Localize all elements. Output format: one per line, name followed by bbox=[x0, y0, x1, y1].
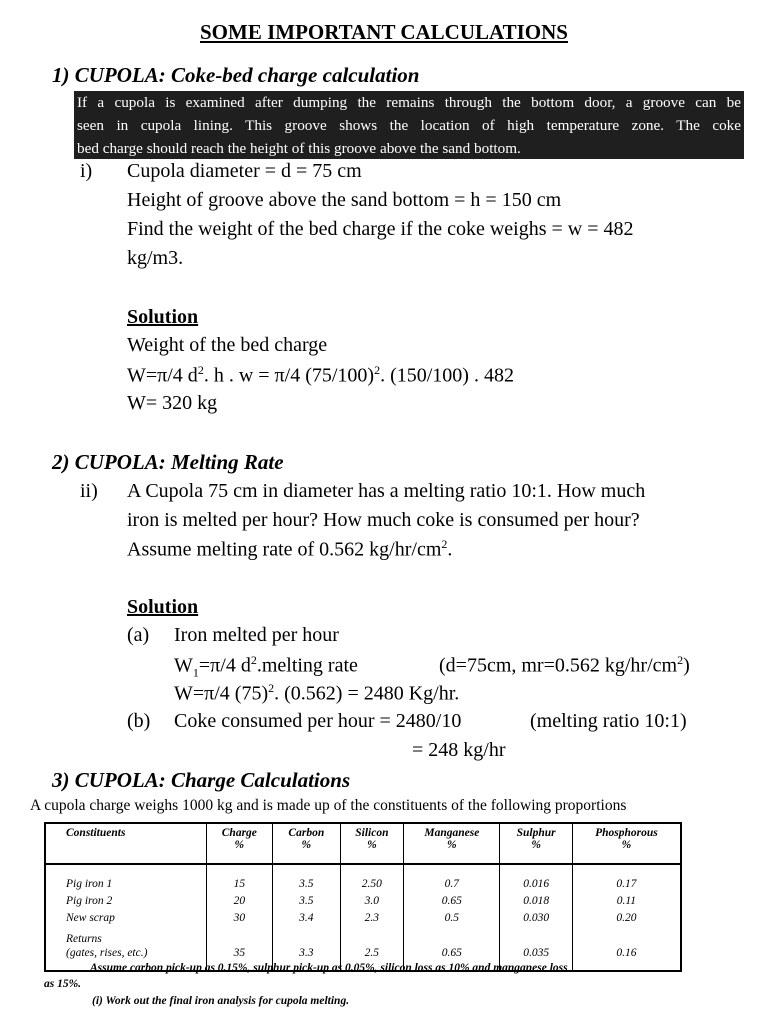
problem-line: Find the weight of the bed charge if the coke weighs = w = 482 bbox=[127, 218, 634, 240]
formula-part: ) bbox=[683, 654, 690, 677]
table-header-row bbox=[45, 823, 681, 864]
problem-line bbox=[127, 537, 452, 562]
section-3-heading: 3) CUPOLA: Charge Calculations bbox=[52, 768, 351, 792]
problem-line: Height of groove above the sand bottom = h = 150 cm bbox=[127, 189, 562, 211]
table-row: Returns (gates, rises, etc.) 35 3.3 2.5 0.65 0.035 0.16 bbox=[45, 926, 681, 964]
formula-part: (d=75cm, mr=0.562 kg/hr/cm bbox=[439, 654, 678, 677]
column-header: Silicon % bbox=[340, 823, 404, 864]
note-line: seen in cupola lining. This groove shows the location of high temperature zone. The coke bbox=[77, 117, 741, 134]
formula-line bbox=[174, 653, 358, 681]
formula-part: =π/4 d bbox=[198, 654, 251, 677]
superscript: 2 bbox=[268, 681, 275, 695]
assumption-text: as 15%. bbox=[44, 978, 82, 990]
page-title: SOME IMPORTANT CALCULATIONS bbox=[200, 20, 568, 44]
section-1-heading: 1) CUPOLA: Coke-bed charge calculation bbox=[52, 63, 420, 87]
solution-line: Weight of the bed charge bbox=[127, 334, 328, 356]
formula-note bbox=[439, 653, 690, 678]
column-header: Carbon % bbox=[273, 823, 340, 864]
text-part: Assume melting rate of 0.562 kg/hr/cm bbox=[127, 538, 442, 561]
text-part: . bbox=[447, 538, 453, 561]
problem-line: A Cupola 75 cm in diameter has a melting ratio 10:1. How much bbox=[127, 480, 646, 502]
problem-line: iron is melted per hour? How much coke is consumed per hour? bbox=[127, 509, 640, 531]
step-note: (melting ratio 10:1) bbox=[530, 710, 687, 732]
formula-part: . (0.562) = 2480 Kg/hr. bbox=[274, 682, 460, 705]
superscript: 2 bbox=[250, 653, 257, 667]
step-label: (a) bbox=[127, 624, 150, 646]
column-header: Constituents bbox=[45, 823, 206, 864]
table-row: Pig iron 2 20 3.5 3.0 0.65 0.018 0.11 bbox=[45, 892, 681, 909]
column-header: Phosphorous % bbox=[572, 823, 681, 864]
problem-line: Cupola diameter = d = 75 cm bbox=[127, 160, 362, 182]
problem-number: ii) bbox=[80, 480, 98, 502]
formula-part: .melting rate bbox=[256, 654, 358, 677]
column-header: Manganese % bbox=[404, 823, 500, 864]
step-label: (b) bbox=[127, 710, 151, 732]
column-header: Sulphur % bbox=[500, 823, 572, 864]
intro-text: A cupola charge weighs 1000 kg and is made up of the constituents of the following proportions bbox=[30, 797, 627, 814]
column-header: Charge % bbox=[206, 823, 273, 864]
highlighted-note bbox=[74, 91, 744, 159]
step-text: Coke consumed per hour = 2480/10 bbox=[174, 710, 462, 732]
formula-part: W=π/4 (75) bbox=[174, 682, 269, 705]
solution-heading: Solution bbox=[127, 596, 199, 618]
formula-line bbox=[174, 681, 459, 706]
subscript: 1 bbox=[192, 665, 199, 680]
solution-heading: Solution bbox=[127, 306, 199, 328]
result-line: W= 320 kg bbox=[127, 392, 218, 414]
problem-line: kg/m3. bbox=[127, 247, 184, 269]
constituents-table bbox=[44, 822, 682, 972]
superscript: 2 bbox=[441, 537, 448, 551]
table-row: New scrap 30 3.4 2.3 0.5 0.030 0.20 bbox=[45, 909, 681, 926]
formula-part: . (150/100) . 482 bbox=[380, 364, 514, 387]
formula-line bbox=[127, 363, 514, 388]
formula-part: . h . w = π/4 (75/100) bbox=[203, 364, 375, 387]
assumption-text: Assume carbon pick-up as 0.15%, sulphur pick-up as 0.05%, silicon loss as 10% and manganese loss bbox=[90, 962, 568, 974]
note-line: bed charge should reach the height of this groove above the sand bottom. bbox=[77, 140, 521, 157]
formula-part: W bbox=[174, 654, 193, 677]
result-line: = 248 kg/hr bbox=[412, 739, 506, 761]
superscript: 2 bbox=[374, 363, 381, 377]
step-text: Iron melted per hour bbox=[174, 624, 339, 646]
superscript: 2 bbox=[677, 653, 684, 667]
formula-part: W=π/4 d bbox=[127, 364, 198, 387]
superscript: 2 bbox=[197, 363, 204, 377]
note-line: If a cupola is examined after dumping the remains through the bottom door, a groove can be bbox=[77, 94, 741, 111]
problem-number: i) bbox=[80, 160, 93, 182]
section-2-heading: 2) CUPOLA: Melting Rate bbox=[52, 450, 284, 474]
table-row: Pig iron 1 15 3.5 2.50 0.7 0.016 0.17 bbox=[45, 875, 681, 892]
task-text: (i) Work out the final iron analysis for cupola melting. bbox=[92, 995, 350, 1007]
